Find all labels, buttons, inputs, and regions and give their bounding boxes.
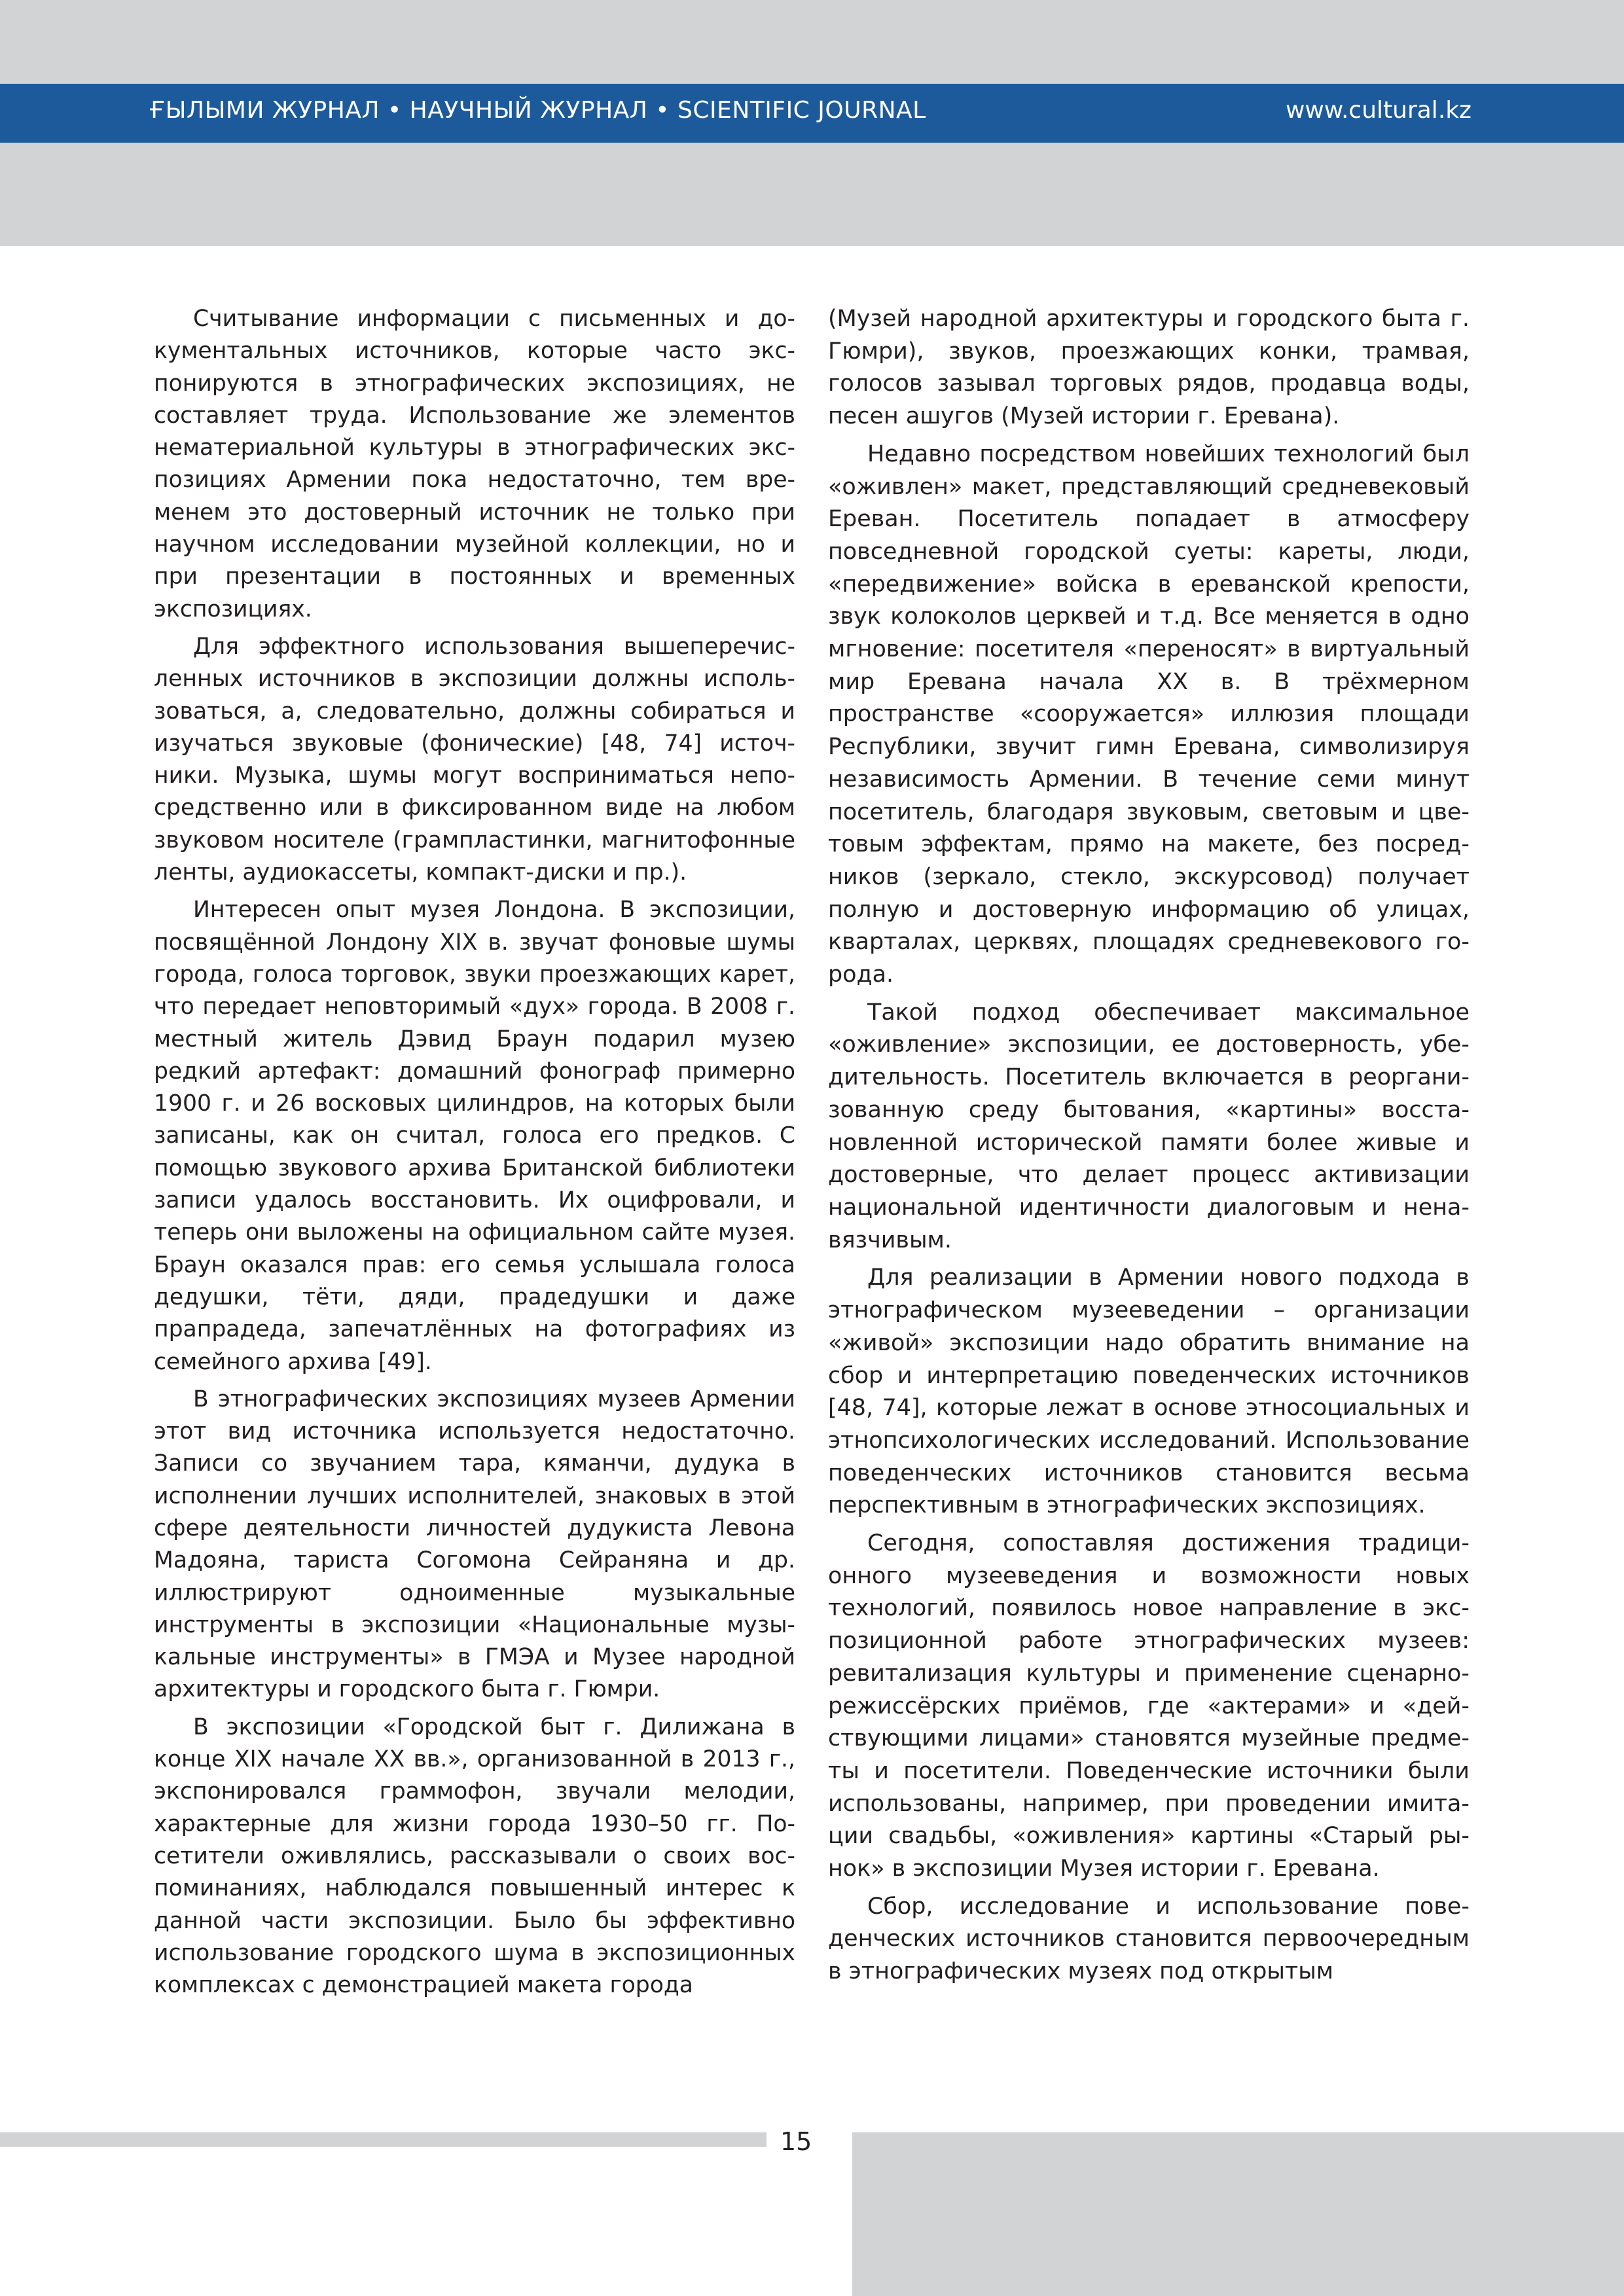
paragraph: Недавно посредством новейших технологий был «оживлен» макет, представляющий средневековый Ереван. Посетитель попадает в атмосферу повседневной городской суеты: кареты, люди, «передвижение» войска в ереванской крепости, звук колоколов церквей и т.д. Все меняется в одно мгновение: посетителя «переносят» в виртуальный мир Еревана начала XX в. В трёхмерном пространстве «сооружается» иллюзия площади Республики, звучит гимн Еревана, символизируя независимость Армении. В течение семи минут посетитель, благодаря звуковым, световым и цветовым эффектам, прямо на макете, без посредников (зеркало, стекло, экскурсовод) получает полную и достоверную информацию об улицах, кварталах, церквях, площадях средневекового города. bbox=[828, 440, 1470, 988]
footer-block bbox=[852, 2132, 1624, 2296]
paragraph: Такой подход обеспечивает максимальное «оживление» экспозиции, ее достоверность, убедительность. Посетитель включается в реорганизованную среду бытования, «картины» восстановленной исторической памяти более живые и достоверные, что делает процесс активизации национальной идентичности диалоговым и ненавязчивым. bbox=[828, 999, 1470, 1253]
paragraph-continued: (Музей народной архитектуры и городского быта г. Гюмри), звуков, проезжающих конки, трамвая, голосов зазывал торговых рядов, продавца воды, песен ашугов (Музей истории г. Еревана). bbox=[828, 306, 1470, 430]
paragraph: В экспозиции «Городской быт г. Дилижана в конце XIX начале XX вв.», организованной в 2013 г., экспонировался граммофон, звучали мелодии, характерные для жизни города 1930–50 гг. Посетители оживлялись, рассказывали о своих воспоминаниях, наблюдался повышенный интерес к данной части экспозиции. Было бы эффективно использование городского шума в экспозиционных комплексах с демонстрацией макета города bbox=[154, 1713, 795, 1999]
paragraph: Сегодня, сопоставляя достижения традиционного музееведения и возможности новых технологий, появилось новое направление в экспозиционной работе этнографических музеев: ревитализация культуры и применение сценарно-режиссёрских приёмов, где «актерами» и «действующими лицами» становятся музейные предметы и посетители. Поведенческие источники были использованы, например, при проведении имитации свадьбы, «оживления» картины «Старый рынок» в экспозиции Музея истории г. Еревана. bbox=[828, 1530, 1470, 1882]
footer-rule bbox=[0, 2132, 767, 2147]
left-text-column bbox=[154, 303, 795, 2007]
paragraph: В этнографических экспозициях музеев Армении этот вид источника используется недостаточно. Записи со звучанием тара, кяманчи, дудука в исполнении лучших исполнителей, знаковых в этой сфере деятельности личностей дудукиста Левона Мадояна, тариста Согомона Сейраняна и др. иллюстрируют одноименные музыкальные инструменты в экспозиции «Национальные музыкальные инструменты» в ГМЭА и Музее народной архитектуры и городского быта г. Гюмри. bbox=[154, 1386, 795, 1703]
journal-title: ҒЫЛЫМИ ЖУРНАЛ • НАУЧНЫЙ ЖУРНАЛ • SCIENTIFIC JOURNAL bbox=[149, 97, 926, 124]
journal-header-bar bbox=[0, 84, 1624, 143]
right-text-column bbox=[828, 303, 1470, 1994]
paragraph: Считывание информации с письменных и документальных источников, которые часто экспонируются в этнографических экспозициях, не составляет труда. Использование же элементов нематериальной культуры в этнографических экспозициях Армении пока недостаточно, тем временем это достоверный источник не только при научном исследовании музейной коллекции, но и при презентации в постоянных и временных экспозициях. bbox=[154, 306, 795, 622]
website-link[interactable]: www.cultural.kz bbox=[1285, 97, 1471, 124]
page-number: 15 bbox=[780, 2127, 812, 2156]
paragraph: Сбор, исследование и использование поведенческих источников становится первоочередным в этнографических музеях под открытым bbox=[828, 1893, 1470, 1985]
paragraph: Для реализации в Армении нового подхода в этнографическом музееведении – организации «живой» экспозиции надо обратить внимание на сбор и интерпретацию поведенческих источников [48, 74], которые лежат в основе этносоциальных и этнопсихологических исследований. Использование поведенческих источников становится весьма перспективным в этнографических экспозициях. bbox=[828, 1265, 1470, 1519]
paragraph: Интересен опыт музея Лондона. В экспозиции, посвящённой Лондону XIX в. звучат фоновые шумы города, голоса торговок, звуки проезжающих карет, что передает неповторимый «дух» города. В 2008 г. местный житель Дэвид Браун подарил музею редкий артефакт: домашний фонограф примерно 1900 г. и 26 восковых цилиндров, на которых были записаны, как он считал, голоса его предков. С помощью звукового архива Британской библиотеки записи удалось восстановить. Их оцифровали, и теперь они выложены на официальном сайте музея. Браун оказался прав: его семья услышала голоса дедушки, тёти, дяди, прадедушки и даже прапрадеда, запечатлённых на фотографиях из семейного архива [49]. bbox=[154, 897, 795, 1375]
paragraph: Для эффектного использования вышеперечисленных источников в экспозиции должны использоваться, а, следовательно, должны собираться и изучаться звуковые (фонические) [48, 74] источники. Музыка, шумы могут восприниматься непосредственно или в фиксированном виде на любом звуковом носителе (грампластинки, магнитофонные ленты, аудиокассеты, компакт-диски и пр.). bbox=[154, 633, 795, 886]
